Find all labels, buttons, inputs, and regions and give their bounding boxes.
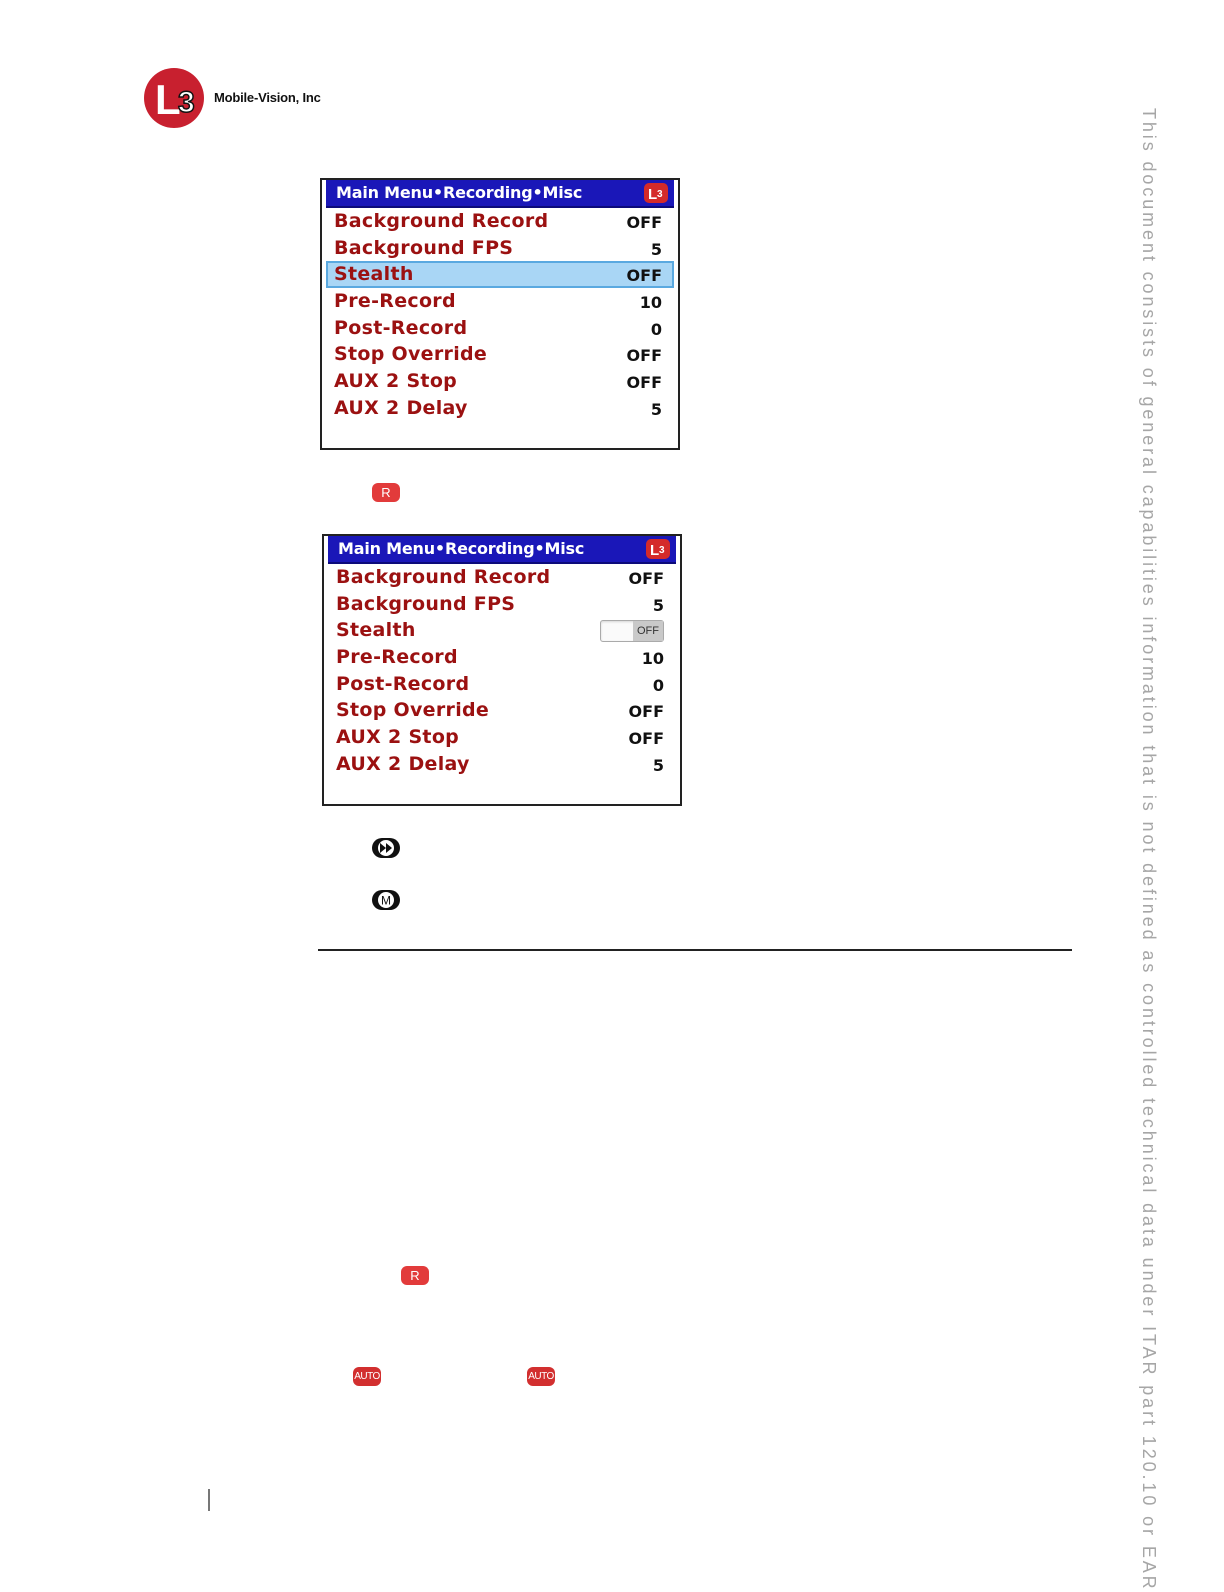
row-value: OFF	[626, 213, 662, 232]
menu-row-stop-override[interactable]	[326, 341, 674, 368]
menu-row-aux2-stop[interactable]	[326, 368, 674, 395]
l3-logo-icon	[140, 66, 208, 130]
export-control-notice: This document consists of general capabilities information that is not defined as controlled technical data under ITAR part 120.10 or EAR	[1139, 108, 1159, 1592]
row-label: Background Record	[334, 210, 549, 232]
row-value: 5	[652, 755, 664, 775]
menu-screen-misc-2	[322, 534, 682, 806]
row-value: 0	[650, 319, 662, 339]
row-label: Stealth	[334, 263, 414, 286]
row-value: 5	[650, 399, 662, 419]
row-label: Background FPS	[336, 592, 516, 615]
l3-badge-icon	[644, 183, 668, 203]
row-value: 5	[652, 595, 664, 615]
row-value: OFF	[626, 373, 662, 393]
menu-row-stealth[interactable]	[328, 617, 676, 644]
company-logo	[140, 66, 360, 132]
menu-row-aux2-delay[interactable]	[328, 751, 676, 778]
row-label: Stop Override	[336, 699, 490, 722]
toggle-state: OFF	[633, 621, 663, 641]
screen-title: Main Menu•Recording•Misc	[336, 183, 583, 202]
fast-forward-icon	[372, 838, 400, 858]
row-value: OFF	[628, 729, 664, 749]
l3-badge-icon	[646, 539, 670, 559]
menu-row-pre-record[interactable]	[326, 288, 674, 315]
row-label: Stop Override	[334, 343, 488, 366]
menu-row-stop-override[interactable]	[328, 697, 676, 724]
svg-text:L: L	[648, 186, 658, 203]
row-label: Background Record	[336, 566, 551, 588]
menu-row-pre-record[interactable]	[328, 644, 676, 671]
row-label: Pre-Record	[336, 646, 458, 669]
row-value: OFF	[628, 569, 664, 588]
footer-divider	[208, 1489, 210, 1511]
row-label: AUX 2 Stop	[336, 726, 460, 749]
menu-button-icon	[372, 890, 400, 910]
row-value: 5	[650, 239, 662, 259]
menu-row-background-record[interactable]	[328, 564, 676, 591]
row-label: Background FPS	[334, 236, 514, 259]
auto-button-icon: AUTO	[527, 1367, 555, 1386]
row-value: 10	[641, 649, 664, 669]
stealth-toggle[interactable]	[600, 620, 664, 642]
row-label: Post-Record	[334, 316, 468, 339]
row-value: OFF	[628, 702, 664, 722]
row-label: Pre-Record	[334, 290, 456, 313]
row-value: OFF	[626, 266, 662, 286]
svg-text:3: 3	[659, 545, 665, 556]
company-name: Mobile-Vision, Inc	[214, 90, 321, 105]
menu-row-aux2-stop[interactable]	[328, 724, 676, 751]
record-button-icon: R	[372, 483, 400, 502]
menu-row-aux2-delay[interactable]	[326, 395, 674, 422]
row-label: Post-Record	[336, 672, 470, 695]
menu-screen-misc-1	[320, 178, 680, 450]
menu-row-background-fps[interactable]	[328, 591, 676, 618]
section-divider	[318, 949, 1072, 951]
menu-row-background-record[interactable]	[326, 208, 674, 235]
svg-text:3: 3	[657, 189, 663, 200]
screen-title-bar	[326, 180, 674, 208]
menu-button-label: M	[381, 893, 391, 908]
row-value: 10	[639, 293, 662, 313]
svg-text:3: 3	[178, 86, 195, 119]
auto-button-icon: AUTO	[353, 1367, 381, 1386]
menu-row-stealth-selected[interactable]	[326, 261, 674, 288]
row-label: Stealth	[336, 619, 416, 642]
menu-row-post-record[interactable]	[328, 671, 676, 698]
screen-title-bar	[328, 536, 676, 564]
record-button-icon: R	[401, 1266, 429, 1285]
screen-title: Main Menu•Recording•Misc	[338, 539, 585, 558]
menu-row-post-record[interactable]	[326, 315, 674, 342]
row-label: AUX 2 Delay	[336, 752, 470, 775]
svg-text:L: L	[155, 76, 181, 123]
row-value: OFF	[626, 346, 662, 366]
row-label: AUX 2 Delay	[334, 396, 468, 419]
row-label: AUX 2 Stop	[334, 370, 458, 393]
svg-text:L: L	[650, 542, 660, 559]
menu-row-background-fps[interactable]	[326, 235, 674, 262]
row-value: 0	[652, 675, 664, 695]
